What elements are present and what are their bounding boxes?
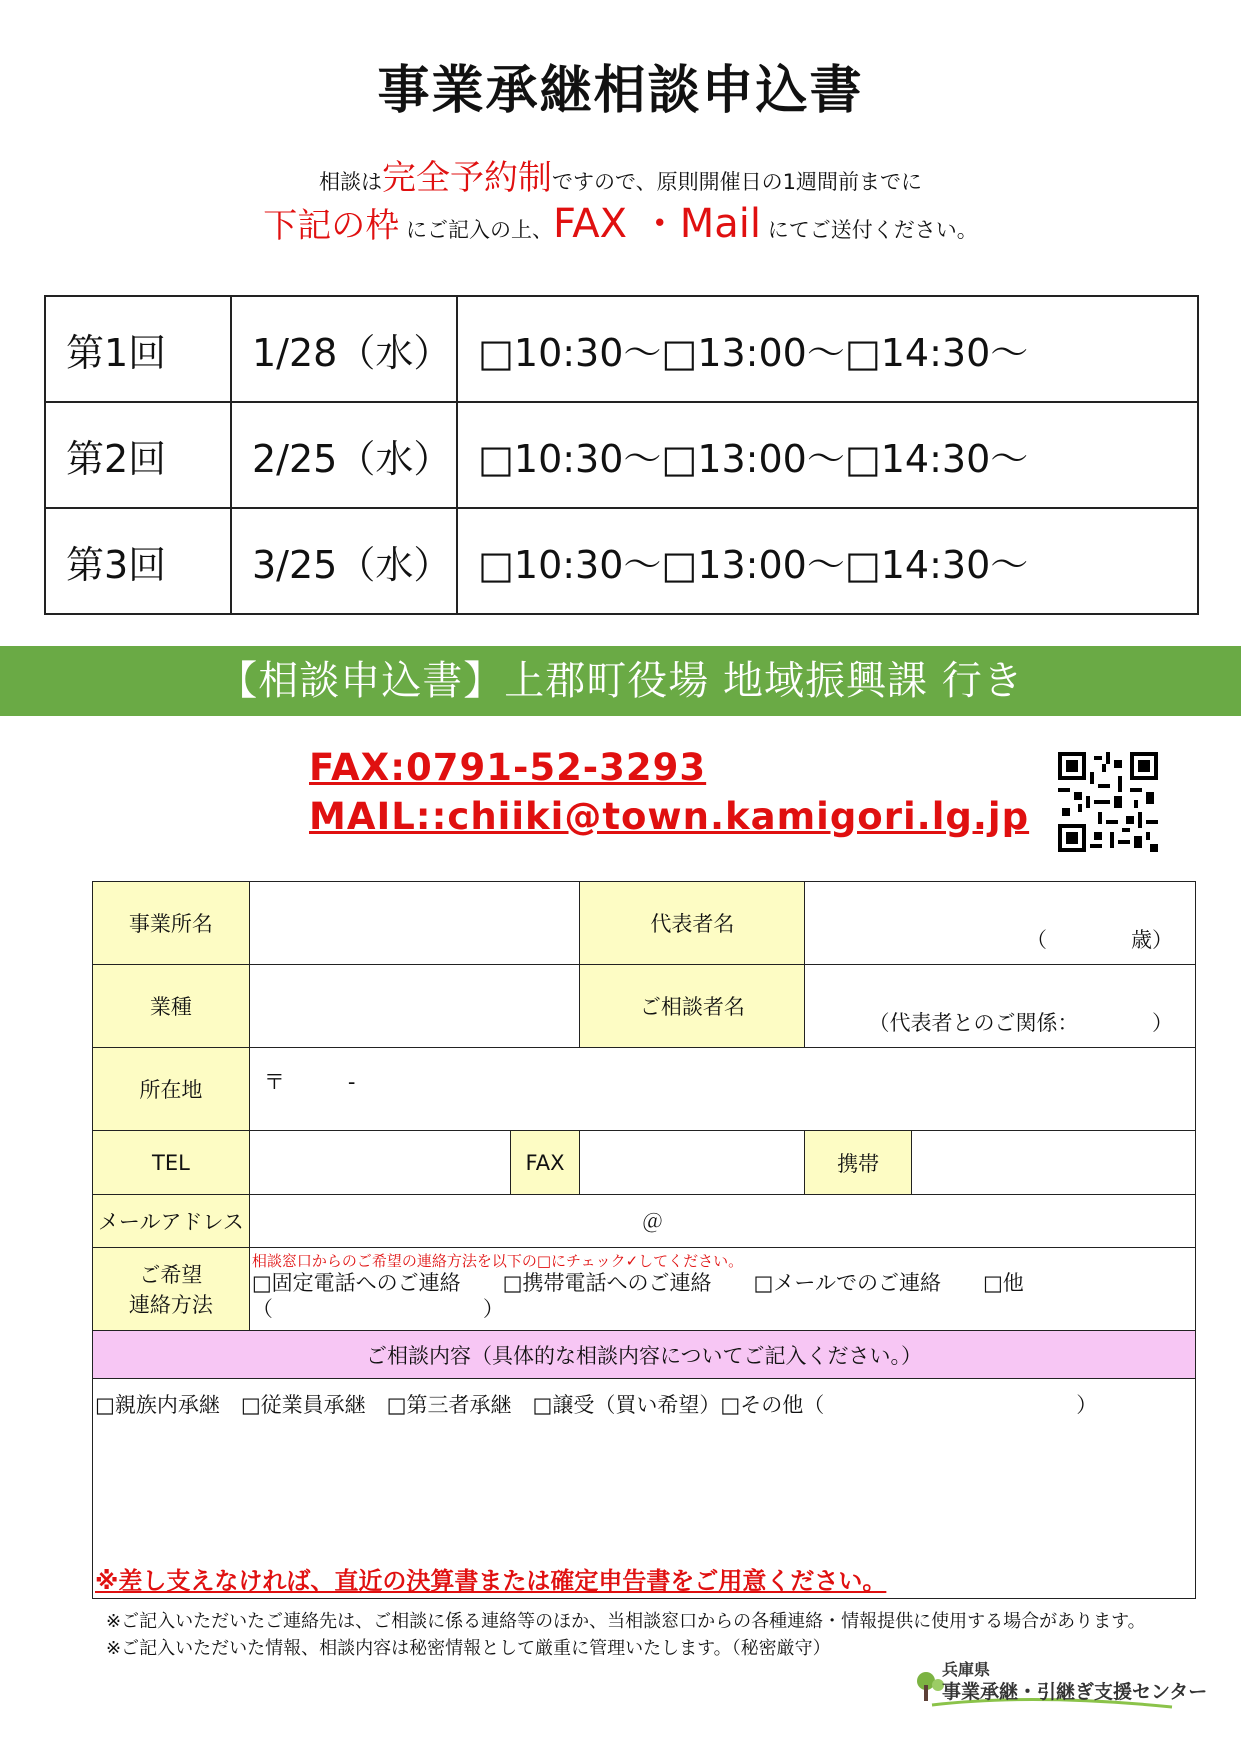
- form-row: [93, 1379, 1196, 1599]
- date-label: 1/28（水）: [231, 296, 457, 402]
- address-field[interactable]: [249, 1048, 1195, 1131]
- intro-text: ですので、原則開催日の1週間前までに: [552, 170, 922, 194]
- contact-method-label-1: ご希望: [139, 1263, 203, 1287]
- logo-center-name: 事業承継・引継ぎ支援センター: [942, 1681, 1208, 1703]
- content-field[interactable]: [93, 1379, 1196, 1599]
- time-options[interactable]: □10:30～□13:00～□14:30～: [457, 508, 1198, 614]
- document-warning: ※差し支えなければ、直近の決算書または確定申告書をご用意ください。: [95, 1567, 887, 1595]
- contact-method-field[interactable]: [249, 1248, 1195, 1331]
- intro-line-2: [0, 192, 1241, 249]
- contact-method-label-2: 連絡方法: [128, 1293, 213, 1317]
- relation-note: （代表者とのご関係： ）: [868, 1011, 1173, 1035]
- form-row: [93, 1195, 1196, 1248]
- consultant-field[interactable]: [805, 965, 1196, 1048]
- form-row: [93, 965, 1196, 1048]
- business-name-label: 事業所名: [93, 882, 250, 965]
- intro-text: 相談は: [319, 170, 383, 194]
- content-header: ご相談内容（具体的な相談内容についてご記入ください。）: [93, 1331, 1196, 1379]
- date-label: 3/25（水）: [231, 508, 457, 614]
- form-row: [93, 1331, 1196, 1379]
- contact-method-other[interactable]: （ ）: [251, 1297, 504, 1321]
- postal-mark: 〒 -: [263, 1070, 356, 1094]
- mobile-label: 携帯: [805, 1131, 912, 1195]
- date-label: 2/25（水）: [231, 402, 457, 508]
- schedule-row: [45, 296, 1198, 402]
- logo-prefecture: 兵庫県: [942, 1660, 991, 1679]
- time-options[interactable]: □10:30～□13:00～□14:30～: [457, 296, 1198, 402]
- consultant-label: ご相談者名: [580, 965, 805, 1048]
- at-sign: ＠: [641, 1210, 663, 1234]
- footer-notes: [106, 1608, 1176, 1662]
- mobile-field[interactable]: [912, 1131, 1196, 1195]
- fax-field[interactable]: [580, 1131, 805, 1195]
- page-title: 事業承継相談申込書: [377, 61, 864, 121]
- schedule-table: [44, 295, 1199, 615]
- round-label: 第3回: [45, 508, 231, 614]
- round-label: 第1回: [45, 296, 231, 402]
- fax-label: FAX: [510, 1131, 580, 1195]
- schedule-row: [45, 402, 1198, 508]
- destination-banner: 【相談申込書】上郡町役場 地域振興課 行き: [0, 646, 1241, 716]
- form-row: [93, 1248, 1196, 1331]
- qr-code-icon: [1058, 752, 1158, 852]
- email-label: メールアドレス: [93, 1195, 250, 1248]
- contact-method-options[interactable]: □固定電話へのご連絡 □携帯電話へのご連絡 □メールでのご連絡 □他: [251, 1271, 1024, 1295]
- intro-highlight: 完全予約制: [382, 158, 553, 198]
- industry-field[interactable]: [249, 965, 580, 1048]
- intro-highlight: FAX ・Mail: [552, 201, 762, 247]
- intro-text: にご記入の上、: [405, 218, 553, 242]
- form-row: [93, 1131, 1196, 1195]
- footer-note-2: ※ご記入いただいた情報、相談内容は秘密情報として厳重に管理いたします。（秘密厳守）: [106, 1638, 831, 1659]
- contact-method-label: [93, 1248, 250, 1331]
- industry-label: 業種: [93, 965, 250, 1048]
- tel-field[interactable]: [249, 1131, 510, 1195]
- schedule-row: [45, 508, 1198, 614]
- email-field[interactable]: [249, 1195, 1195, 1248]
- email-link[interactable]: MAIL::chiiki@town.kamigori.lg.jp: [309, 795, 1030, 838]
- representative-label: 代表者名: [580, 882, 805, 965]
- intro-text: にてご送付ください。: [767, 218, 978, 242]
- fax-number: FAX:0791-52-3293: [309, 746, 707, 789]
- application-form: [92, 881, 1196, 1599]
- time-options[interactable]: □10:30～□13:00～□14:30～: [457, 402, 1198, 508]
- address-label: 所在地: [93, 1048, 250, 1131]
- age-note: （ 歳）: [1026, 928, 1173, 952]
- intro-highlight: 下記の枠: [263, 206, 400, 246]
- form-row: [93, 1048, 1196, 1131]
- tel-label: TEL: [93, 1131, 250, 1195]
- round-label: 第2回: [45, 402, 231, 508]
- form-row: [93, 882, 1196, 965]
- business-name-field[interactable]: [249, 882, 580, 965]
- contact-method-note: 相談窓口からのご希望の連絡方法を以下の□にチェック✓してください。: [251, 1252, 744, 1270]
- representative-field[interactable]: [805, 882, 1196, 965]
- content-options[interactable]: □親族内承継 □従業員承継 □第三者承継 □譲受（買い希望）□その他（ ）: [95, 1393, 1098, 1417]
- footer-note-1: ※ご記入いただいたご連絡先は、ご相談に係る連絡等のほか、当相談窓口からの各種連絡・情報提供に使用する場合があります。: [106, 1611, 1146, 1632]
